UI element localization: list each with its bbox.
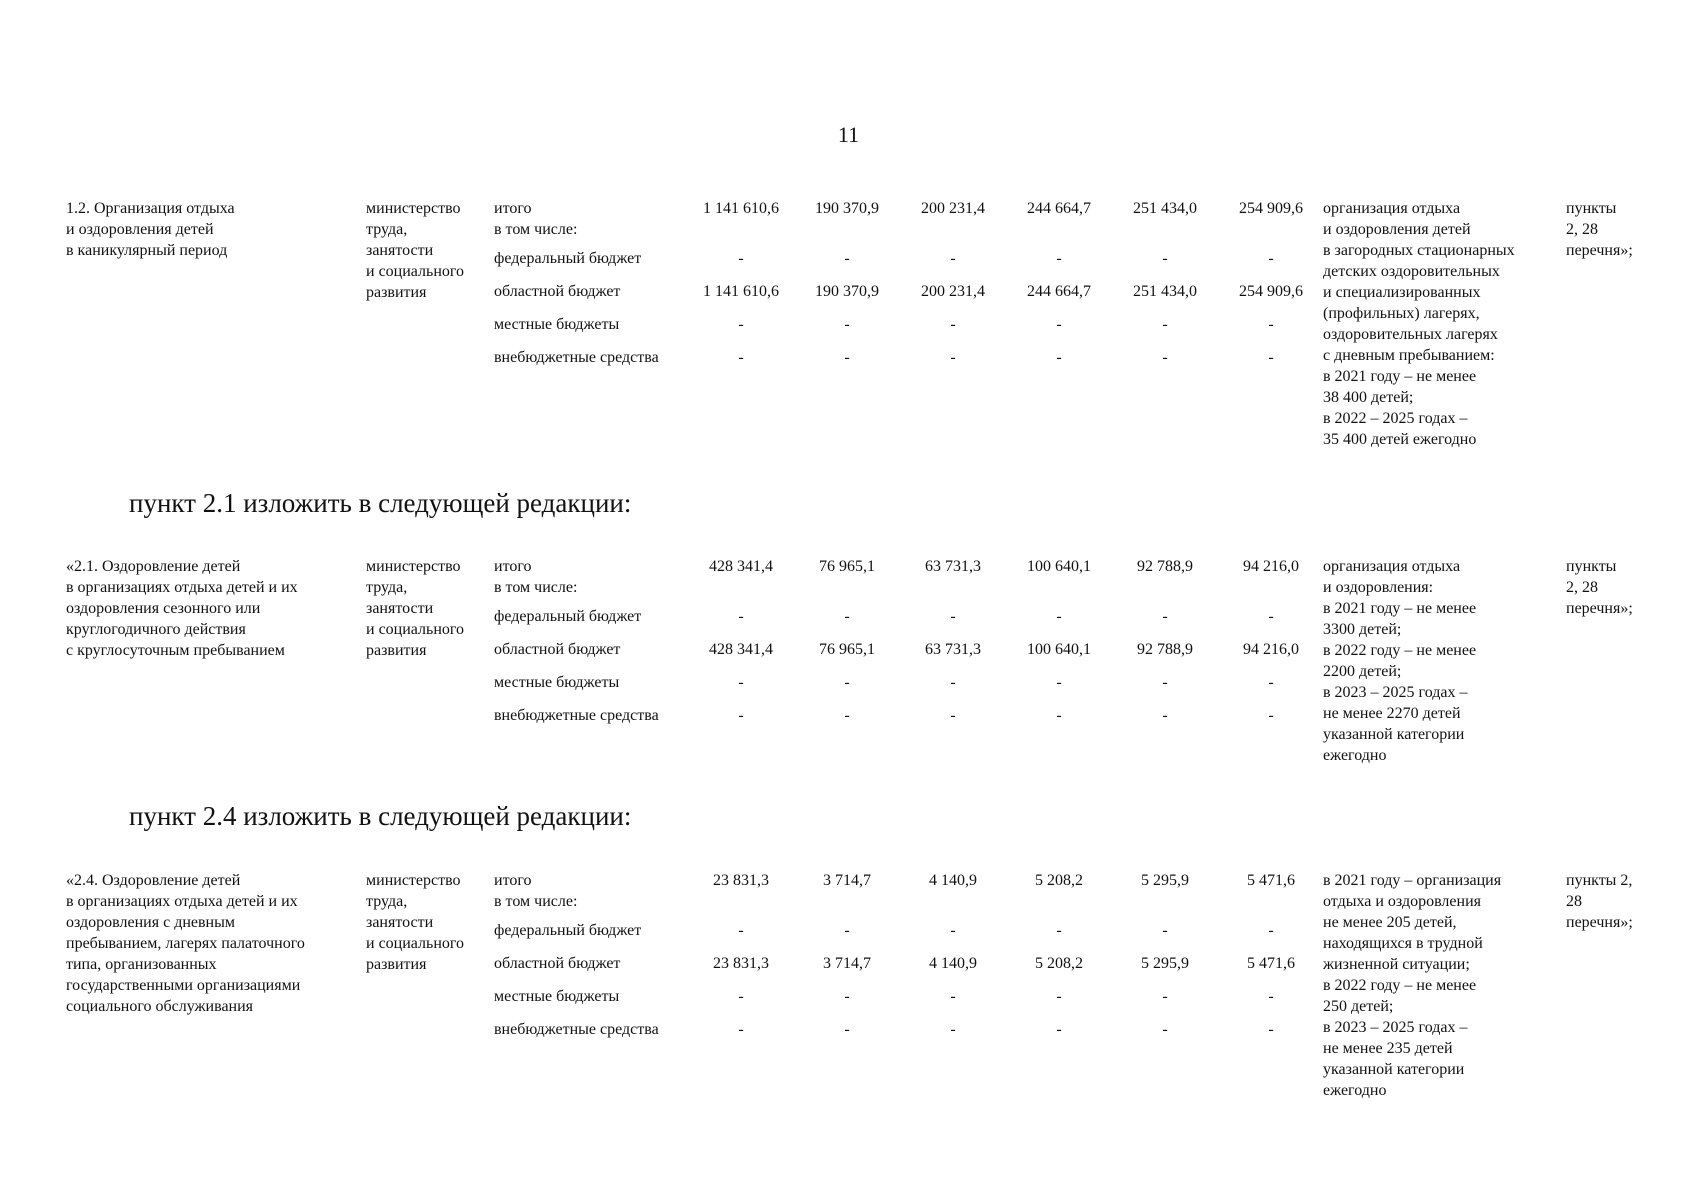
amount-cell: - xyxy=(844,608,850,625)
amount-cell: 100 640,1 xyxy=(1027,558,1091,575)
amount-cell: - xyxy=(1162,250,1168,267)
funding-source-label: областной бюджет xyxy=(494,283,621,300)
funding-source-label: итого в том числе: xyxy=(494,200,578,238)
amount-cell: 251 434,0 xyxy=(1133,283,1197,300)
amount-cell: 190 370,9 xyxy=(815,283,879,300)
funding-source-label: местные бюджеты xyxy=(494,988,620,1005)
amount-cell: 428 341,4 xyxy=(709,641,773,658)
amount-cell: - xyxy=(1268,674,1274,691)
funding-source-label: итого в том числе: xyxy=(494,872,578,910)
amount-cell: - xyxy=(1268,316,1274,333)
amount-cell: - xyxy=(1162,988,1168,1005)
amount-cell: 5 208,2 xyxy=(1035,872,1083,889)
amount-cell: 254 909,6 xyxy=(1239,200,1303,217)
amount-cell: - xyxy=(1162,674,1168,691)
executor: министерство труда, занятости и социального развития xyxy=(366,200,465,301)
amount-cell: - xyxy=(738,674,744,691)
amount-cell: - xyxy=(1162,922,1168,939)
amount-cell: 23 831,3 xyxy=(713,955,769,972)
reference: пункты 2, 28 перечня»; xyxy=(1566,558,1633,617)
amount-cell: 92 788,9 xyxy=(1137,558,1193,575)
amount-cell: 63 731,3 xyxy=(925,641,981,658)
amount-cell: - xyxy=(1162,608,1168,625)
funding-source-label: итого в том числе: xyxy=(494,558,578,596)
amount-cell: 200 231,4 xyxy=(921,283,985,300)
amount-cell: 94 216,0 xyxy=(1243,558,1299,575)
amount-cell: - xyxy=(1056,1021,1062,1038)
amount-cell: 5 208,2 xyxy=(1035,955,1083,972)
amount-cell: 5 471,6 xyxy=(1247,955,1295,972)
funding-source-label: федеральный бюджет xyxy=(494,922,642,939)
amount-cell: 92 788,9 xyxy=(1137,641,1193,658)
funding-source-label: местные бюджеты xyxy=(494,316,620,333)
amount-cell: - xyxy=(950,988,956,1005)
amount-cell: 200 231,4 xyxy=(921,200,985,217)
amount-cell: - xyxy=(1268,250,1274,267)
amount-cell: - xyxy=(738,349,744,366)
amount-cell: - xyxy=(1056,988,1062,1005)
amount-cell: - xyxy=(738,608,744,625)
amount-cell: - xyxy=(738,922,744,939)
amount-cell: - xyxy=(844,349,850,366)
amount-cell: - xyxy=(1268,988,1274,1005)
amount-cell: - xyxy=(844,1021,850,1038)
measure-name: «2.1. Оздоровление детей в организациях отдыха детей и их оздоровления сезонного или круглогодичного действия с круглосуточным пребыванием xyxy=(66,558,298,659)
amount-cell: - xyxy=(1056,250,1062,267)
amount-cell: - xyxy=(844,707,850,724)
funding-source-label: внебюджетные средства xyxy=(494,707,659,724)
funding-source-label: федеральный бюджет xyxy=(494,608,642,625)
amount-cell: 100 640,1 xyxy=(1027,641,1091,658)
amount-cell: 1 141 610,6 xyxy=(703,200,779,217)
amount-cell: 4 140,9 xyxy=(929,872,977,889)
executor: министерство труда, занятости и социального развития xyxy=(366,558,465,659)
amount-cell: - xyxy=(1268,922,1274,939)
amount-cell: 3 714,7 xyxy=(823,955,871,972)
amount-cell: 5 471,6 xyxy=(1247,872,1295,889)
amount-cell: - xyxy=(1268,707,1274,724)
amount-cell: - xyxy=(738,250,744,267)
funding-source-label: внебюджетные средства xyxy=(494,1021,659,1038)
amount-cell: 5 295,9 xyxy=(1141,955,1189,972)
amount-cell: 244 664,7 xyxy=(1027,200,1091,217)
funding-source-label: областной бюджет xyxy=(494,955,621,972)
amount-cell: - xyxy=(738,988,744,1005)
amount-cell: - xyxy=(738,1021,744,1038)
amount-cell: - xyxy=(950,250,956,267)
reference: пункты 2, 28 перечня»; xyxy=(1566,872,1633,931)
amount-cell: 4 140,9 xyxy=(929,955,977,972)
section-heading-2-1: пункт 2.1 изложить в следующей редакции: xyxy=(129,488,632,518)
amount-cell: 428 341,4 xyxy=(709,558,773,575)
amount-cell: - xyxy=(950,1021,956,1038)
measure-name: 1.2. Организация отдыха и оздоровления детей в каникулярный период xyxy=(66,200,235,259)
amount-cell: - xyxy=(844,988,850,1005)
amount-cell: - xyxy=(844,250,850,267)
amount-cell: - xyxy=(950,922,956,939)
amount-cell: - xyxy=(950,349,956,366)
amount-cell: - xyxy=(950,674,956,691)
amount-cell: - xyxy=(1056,349,1062,366)
amount-cell: - xyxy=(950,707,956,724)
amount-cell: - xyxy=(1268,1021,1274,1038)
amount-cell: - xyxy=(844,922,850,939)
amount-cell: - xyxy=(1056,707,1062,724)
amount-cell: 1 141 610,6 xyxy=(703,283,779,300)
expected-result: организация отдыха и оздоровления: в 2021 году – не менее 3300 детей; в 2022 году – не менее 2200 детей; в 2023 – 2025 годах – не менее 2270 детей указанной категории ежегодно xyxy=(1323,558,1477,764)
amount-cell: 254 909,6 xyxy=(1239,283,1303,300)
section-heading-2-4: пункт 2.4 изложить в следующей редакции: xyxy=(129,801,632,831)
amount-cell: - xyxy=(844,316,850,333)
measure-name: «2.4. Оздоровление детей в организациях отдыха детей и их оздоровления с дневным пребыванием, лагерях палаточного типа, организованных государственными организациями социального обслуживания xyxy=(66,872,305,1015)
funding-source-label: федеральный бюджет xyxy=(494,250,642,267)
amount-cell: - xyxy=(1056,922,1062,939)
amount-cell: 3 714,7 xyxy=(823,872,871,889)
funding-source-label: местные бюджеты xyxy=(494,674,620,691)
amount-cell: - xyxy=(1268,349,1274,366)
amount-cell: - xyxy=(1162,349,1168,366)
expected-result: организация отдыха и оздоровления детей в загородных стационарных детских оздоровительных и специализированных (профильных) лагерях, оздоровительных лагерях с дневным пребыванием: в 2021 году – не менее 38 400 детей; в 2022 – 2025 годах – 35 400 детей ежегодно xyxy=(1323,200,1515,448)
amount-cell: 76 965,1 xyxy=(819,558,875,575)
funding-source-label: внебюджетные средства xyxy=(494,349,659,366)
amount-cell: 63 731,3 xyxy=(925,558,981,575)
amount-cell: 244 664,7 xyxy=(1027,283,1091,300)
amount-cell: - xyxy=(1056,674,1062,691)
amount-cell: - xyxy=(844,674,850,691)
expected-result: в 2021 году – организация отдыха и оздоровления не менее 205 детей, находящихся в трудной жизненной ситуации; в 2022 году – не менее 250 детей; в 2023 – 2025 годах – не менее 235 детей указанной категории ежегодно xyxy=(1323,872,1502,1099)
amount-cell: 23 831,3 xyxy=(713,872,769,889)
amount-cell: 190 370,9 xyxy=(815,200,879,217)
reference: пункты 2, 28 перечня»; xyxy=(1566,200,1633,259)
amount-cell: - xyxy=(738,316,744,333)
executor: министерство труда, занятости и социального развития xyxy=(366,872,465,973)
amount-cell: - xyxy=(950,316,956,333)
amount-cell: - xyxy=(1162,1021,1168,1038)
funding-source-label: областной бюджет xyxy=(494,641,621,658)
amount-cell: 5 295,9 xyxy=(1141,872,1189,889)
amount-cell: - xyxy=(1056,608,1062,625)
amount-cell: - xyxy=(950,608,956,625)
amount-cell: 251 434,0 xyxy=(1133,200,1197,217)
amount-cell: 94 216,0 xyxy=(1243,641,1299,658)
amount-cell: - xyxy=(1162,707,1168,724)
amount-cell: - xyxy=(1162,316,1168,333)
amount-cell: - xyxy=(738,707,744,724)
amount-cell: 76 965,1 xyxy=(819,641,875,658)
page-number: 11 xyxy=(837,122,860,147)
amount-cell: - xyxy=(1056,316,1062,333)
amount-cell: - xyxy=(1268,608,1274,625)
